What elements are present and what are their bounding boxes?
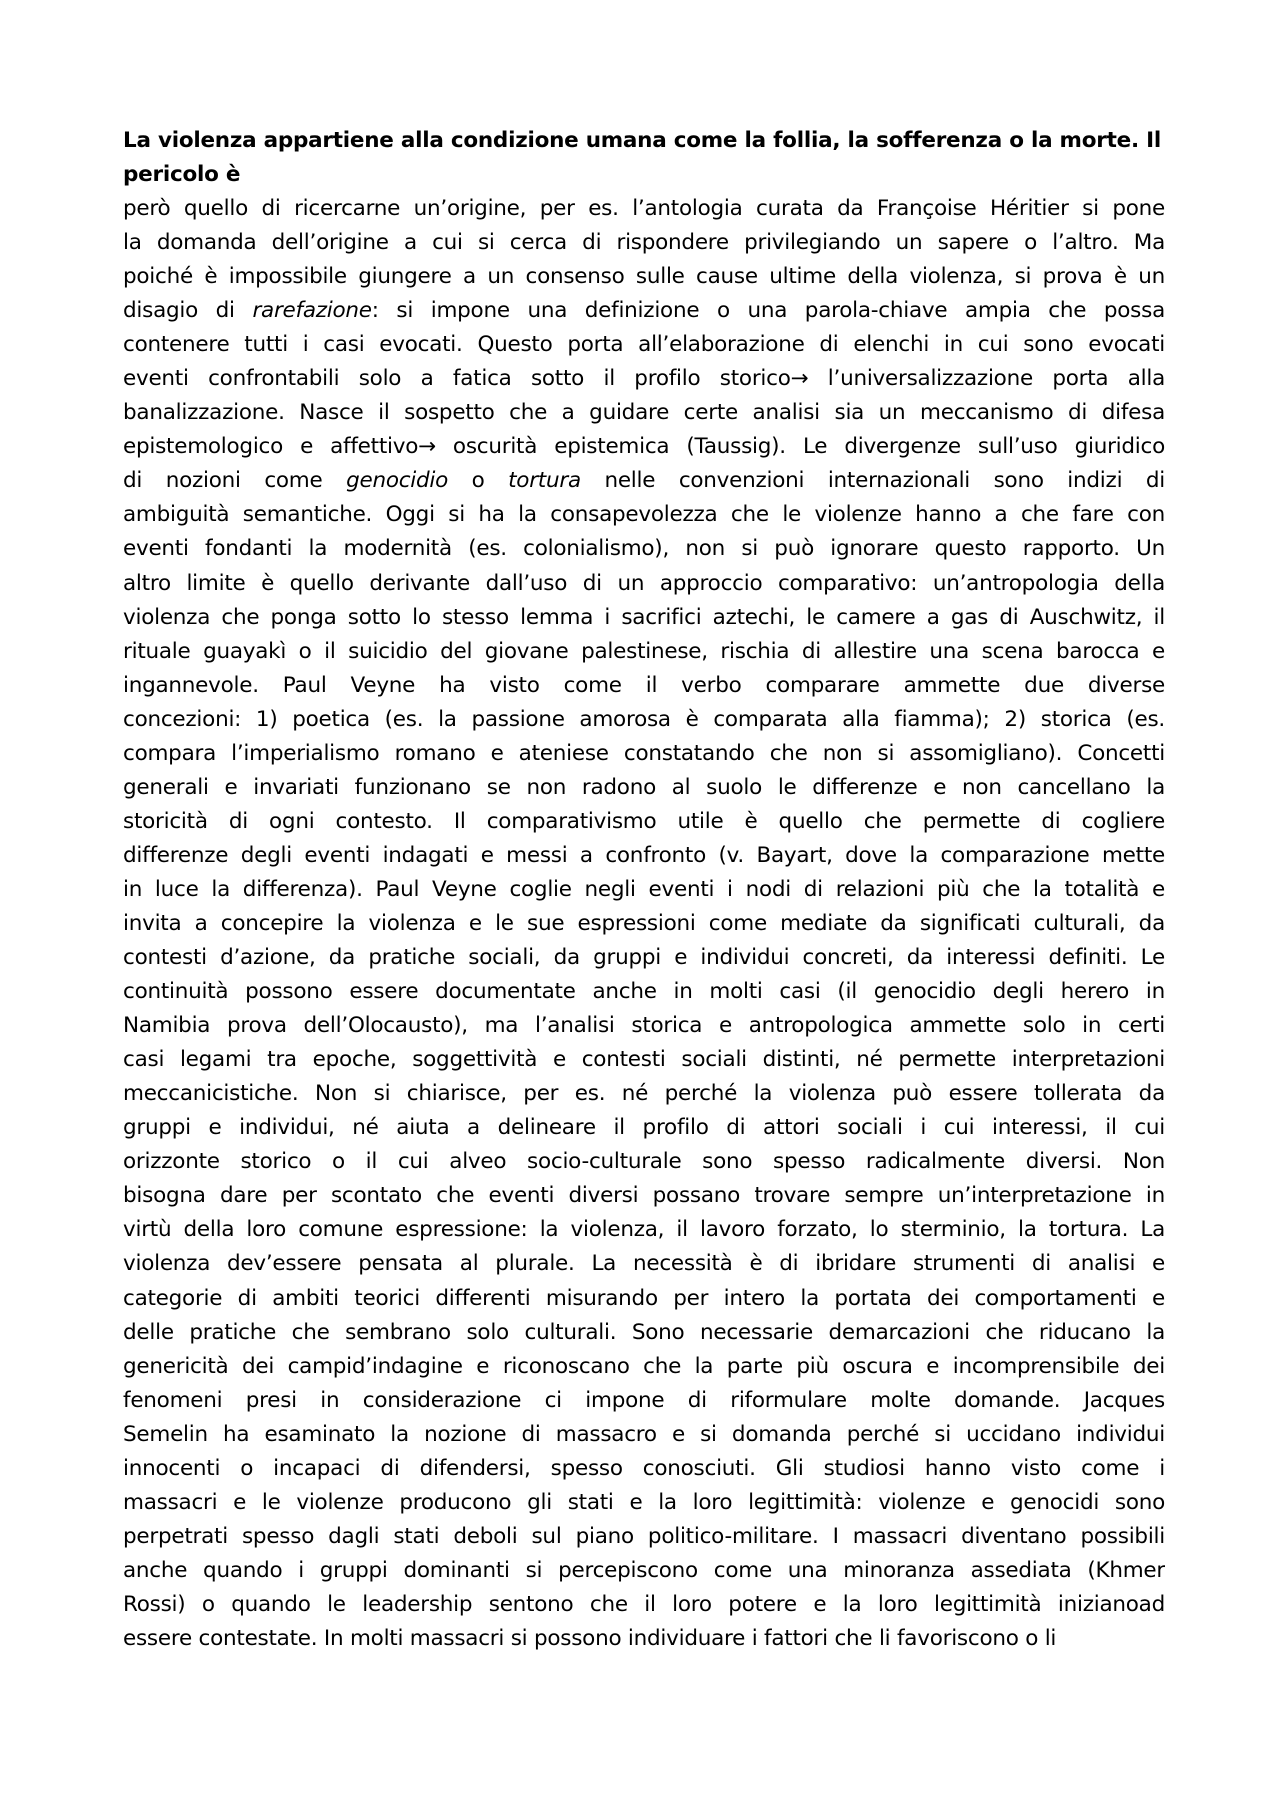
text-segment: gruppi e individui, né aiuta a delineare il profilo di attori sociali i cui interessi, il cui [123,1115,1165,1141]
text-segment: ingannevole. Paul Veyne ha visto come il verbo comparare ammette due diverse [123,672,1165,698]
text-line [123,1009,1165,1043]
text-segment: storicità di ogni contesto. Il comparativismo utile è quello che permette di cogliere [123,808,1165,834]
text-segment: disagio di [123,298,253,324]
text-line [123,1452,1165,1486]
text-segment: meccanicistiche. Non si chiarisce, per es. né perché la violenza può essere tollerata da [123,1081,1165,1107]
text-line [123,396,1165,430]
text-line [123,1384,1165,1418]
text-segment: Namibia prova dell’Olocausto), ma l’analisi storica e antropologica ammette solo in certi [123,1013,1165,1039]
text-segment: massacri e le violenze producono gli stati e la loro legittimità: violenze e genocidi sono [123,1489,1165,1515]
text-segment: eventi confrontabili solo a fatica sotto il profilo storico→ l’universalizzazione porta alla [123,366,1165,392]
text-line [123,294,1165,328]
text-segment: però quello di ricercarne un’origine, per es. l’antologia curata da Françoise Héritier si pone [123,196,1165,221]
text-line [123,328,1165,362]
text-segment: eventi fondanti la modernità (es. colonialismo), non si può ignorare questo rapporto. Un [123,536,1165,562]
text-line [123,941,1165,975]
text-segment: concezioni: 1) poetica (es. la passione amorosa è comparata alla fiamma); 2) storica (es. [123,706,1165,732]
text-segment: Semelin ha esaminato la nozione di massacro e si domanda perché si uccidano individui [123,1421,1165,1447]
text-line [123,1247,1165,1281]
text-line [123,1350,1165,1384]
document-body [123,192,1165,1656]
text-line [123,362,1165,396]
text-line [123,1520,1165,1554]
text-line [123,567,1165,601]
text-segment: epistemologico e affettivo→ oscurità epistemica (Taussig). Le divergenze sull’uso giuridico [123,434,1165,460]
text-segment: o [448,468,509,494]
text-line [123,839,1165,873]
text-line [123,192,1165,226]
text-segment: casi legami tra epoche, soggettività e contesti sociali distinti, né permette interpretazioni [123,1047,1165,1073]
text-segment: anche quando i gruppi dominanti si percepiscono come una minoranza assediata (Khmer [123,1557,1165,1583]
text-segment: contesti d’azione, da pratiche sociali, da gruppi e individui concreti, da interessi definiti. Le [123,945,1165,971]
text-segment: contenere tutti i casi evocati. Questo porta all’elaborazione di elenchi in cui sono evocati [123,332,1165,358]
text-line [123,1282,1165,1316]
italic-term: rarefazione [252,298,372,324]
text-line [123,498,1165,532]
text-line [123,226,1165,260]
text-segment: rituale guayakì o il suicidio del giovane palestinese, rischia di allestire una scena barocca e [123,638,1165,664]
text-segment: di nozioni come [123,468,347,494]
text-segment: fenomeni presi in considerazione ci impone di riformulare molte domande. Jacques [123,1387,1165,1413]
text-segment: ambiguità semantiche. Oggi si ha la consapevolezza che le violenze hanno a che fare con [123,502,1165,528]
text-line [123,464,1165,498]
text-segment: : si impone una definizione o una parola-chiave ampia che possa [371,298,1165,324]
text-segment: poiché è impossibile giungere a un consenso sulle cause ultime della violenza, si prova è un [123,264,1165,290]
text-line [123,1077,1165,1111]
text-segment: differenze degli eventi indagati e messi a confronto (v. Bayart, dove la comparazione mette [123,842,1165,868]
text-segment: generali e invariati funzionano se non radono al suolo le differenze e non cancellano la [123,774,1165,800]
text-segment: essere contestate. In molti massacri si possono individuare i fattori che li favoriscono o li [123,1625,1057,1651]
text-segment: compara l’imperialismo romano e ateniese constatando che non si assomigliano). Concetti [123,740,1165,766]
text-segment: banalizzazione. Nasce il sospetto che a guidare certe analisi sia un meccanismo di difesa [123,400,1165,426]
text-segment: continuità possono essere documentate anche in molti casi (il genocidio degli herero in [123,979,1165,1005]
text-line [123,1179,1165,1213]
document-heading: La violenza appartiene alla condizione umana come la follia, la sofferenza o la morte. Il pericolo è [123,128,1161,187]
text-line [123,260,1165,294]
text-line [123,1213,1165,1247]
text-segment: la domanda dell’origine a cui si cerca di rispondere privilegiando un sapere o l’altro. Ma [123,230,1165,256]
text-line [123,1554,1165,1588]
text-segment: nelle convenzioni internazionali sono indizi di [580,468,1165,494]
text-line [123,532,1165,566]
text-line [123,669,1165,703]
text-segment: altro limite è quello derivante dall’uso di un approccio comparativo: un’antropologia della [123,570,1165,596]
text-segment: violenza dev’essere pensata al plurale. La necessità è di ibridare strumenti di analisi e [123,1251,1165,1277]
text-line [123,975,1165,1009]
text-line [123,1111,1165,1145]
text-line [123,635,1165,669]
text-segment: Rossi) o quando le leadership sentono che il loro potere e la loro legittimità inizianoad [123,1591,1165,1617]
italic-term: genocidio [346,468,449,494]
text-line [123,1316,1165,1350]
text-line [123,1588,1165,1622]
text-line [123,1043,1165,1077]
text-segment: in luce la differenza). Paul Veyne coglie negli eventi i nodi di relazioni più che la totalità e [123,876,1165,902]
text-line [123,771,1165,805]
text-segment: bisogna dare per scontato che eventi diversi possano trovare sempre un’interpretazione in [123,1183,1165,1209]
text-line [123,430,1165,464]
text-segment: virtù della loro comune espressione: la violenza, il lavoro forzato, lo sterminio, la tortura. La [123,1217,1165,1243]
text-line [123,1486,1165,1520]
document-page [123,124,1165,1656]
text-segment: perpetrati spesso dagli stati deboli sul piano politico-militare. I massacri diventano possibili [123,1523,1165,1549]
text-line [123,737,1165,771]
text-segment: violenza che ponga sotto lo stesso lemma i sacrifici aztechi, le camere a gas di Auschwitz, il [123,604,1165,630]
italic-term: tortura [508,468,581,494]
text-segment: orizzonte storico o il cui alveo socio-culturale sono spesso radicalmente diversi. Non [123,1149,1165,1175]
text-segment: genericità dei campid’indagine e riconoscano che la parte più oscura e incomprensibile dei [123,1353,1165,1379]
text-segment: delle pratiche che sembrano solo culturali. Sono necessarie demarcazioni che riducano la [123,1319,1165,1345]
text-segment: innocenti o incapaci di difendersi, spesso conosciuti. Gli studiosi hanno visto come i [123,1455,1165,1481]
text-line [123,1145,1165,1179]
text-line [123,1622,1165,1656]
text-line [123,873,1165,907]
text-segment: categorie di ambiti teorici differenti misurando per intero la portata dei comportamenti e [123,1285,1165,1311]
text-line [123,805,1165,839]
text-segment: invita a concepire la violenza e le sue espressioni come mediate da significati culturali, da [123,910,1165,936]
text-line [123,1418,1165,1452]
text-line [123,601,1165,635]
text-line [123,907,1165,941]
text-line [123,703,1165,737]
